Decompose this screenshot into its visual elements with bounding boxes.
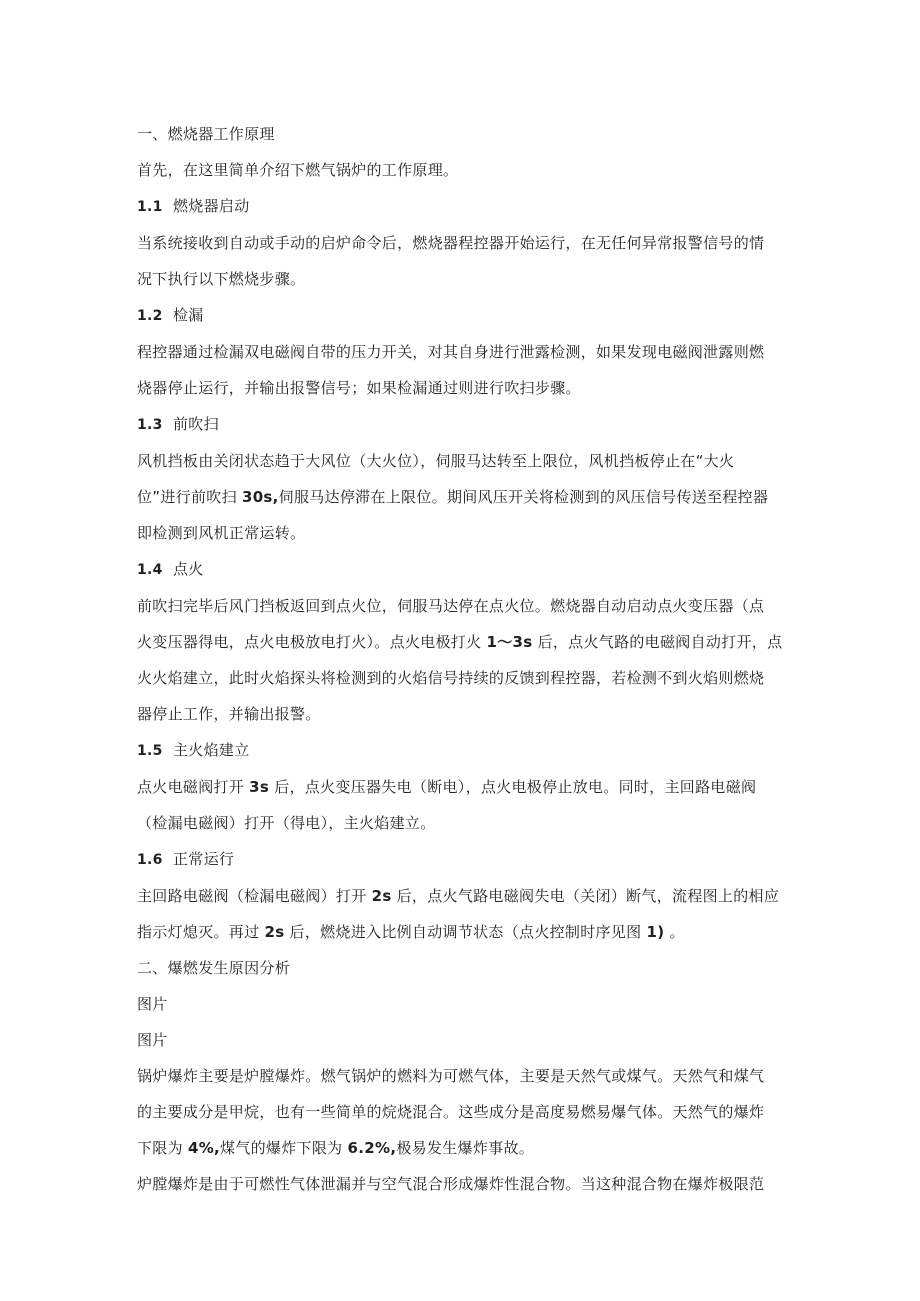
paragraph-line [137, 769, 783, 805]
heading-number: 1.5 [137, 743, 163, 759]
text-run-bold: 1) [646, 923, 665, 941]
text-run: 位”进行前吹扫 [137, 488, 242, 506]
text-run-bold: 3s [249, 778, 270, 796]
text-run: 煤气的爆炸下限为 [220, 1139, 348, 1157]
heading-title: 主火焰建立 [173, 741, 250, 759]
text-run: 指示灯熄灭。再过 [137, 923, 265, 941]
paragraph-line [137, 479, 783, 515]
paragraph-line: 炉膛爆炸是由于可燃性气体泄漏并与空气混合形成爆炸性混合物。当这种混合物在爆炸极限范 [137, 1175, 765, 1193]
text-run-bold: 6.2%, [347, 1139, 397, 1157]
text-run: 极易发生爆炸事故。 [396, 1139, 535, 1157]
paragraph-line: （检漏电磁阀）打开（得电），主火焰建立。 [137, 814, 436, 832]
heading-1-1 [137, 188, 783, 225]
text-run: 下限为 [137, 1139, 188, 1157]
paragraph-line: 风机挡板由关闭状态趋于大风位（大火位），伺服马达转至上限位，风机挡板停止在“大火 [137, 452, 735, 470]
intro-paragraph: 首先，在这里简单介绍下燃气锅炉的工作原理。 [137, 161, 459, 179]
text-run-bold: 1〜3s [486, 633, 533, 651]
image-placeholder: 图片 [137, 995, 168, 1013]
heading-1-2 [137, 297, 783, 334]
text-run: 伺服马达停滞在上限位。期间风压开关将检测到的风压信号传送至程控器 [278, 488, 769, 506]
paragraph-line: 前吹扫完毕后风门挡板返回到点火位，伺服马达停在点火位。燃烧器自动启动点火变压器（点 [137, 597, 765, 615]
heading-title: 前吹扫 [173, 415, 219, 433]
text-run: 火变压器得电，点火电极放电打火）。点火电极打火 [137, 633, 487, 651]
section-one-title: 一、燃烧器工作原理 [137, 125, 275, 143]
paragraph-line: 火火焰建立，此时火焰探头将检测到的火焰信号持续的反馈到程控器，若检测不到火焰则燃烧 [137, 669, 765, 687]
paragraph-line: 器停止工作，并输出报警。 [137, 705, 321, 723]
paragraph-line: 烧器停止运行，并输出报警信号；如果检漏通过则进行吹扫步骤。 [137, 379, 581, 397]
text-run-bold: 2s [371, 887, 392, 905]
heading-1-6 [137, 841, 783, 878]
heading-number: 1.2 [137, 308, 163, 324]
paragraph-line: 当系统接收到自动或手动的启炉命令后，燃烧器程控器开始运行，在无任何异常报警信号的情 [137, 234, 765, 252]
heading-1-5 [137, 732, 783, 769]
heading-number: 1.6 [137, 852, 163, 868]
heading-1-3 [137, 406, 783, 443]
text-run: 后，点火气路的电磁阀自动打开，点 [532, 633, 783, 651]
text-run-bold: 4%, [187, 1139, 221, 1157]
section-two-title: 二、爆燃发生原因分析 [137, 959, 291, 977]
paragraph-line: 况下执行以下燃烧步骤。 [137, 270, 306, 288]
heading-1-4 [137, 551, 783, 588]
image-placeholder: 图片 [137, 1031, 168, 1049]
text-run: 后，点火气路电磁阀失电（关闭）断气，流程图上的相应 [391, 887, 780, 905]
paragraph-line [137, 624, 783, 660]
heading-number: 1.3 [137, 417, 163, 433]
paragraph-line [137, 914, 783, 950]
paragraph-line [137, 878, 783, 914]
paragraph-line: 的主要成分是甲烷，也有一些简单的烷烧混合。这些成分是高度易燃易爆气体。天然气的爆炸 [137, 1103, 765, 1121]
heading-title: 正常运行 [173, 850, 235, 868]
text-run: 点火电磁阀打开 [137, 778, 250, 796]
text-run: 后，燃烧进入比例自动调节状态（点火控制时序见图 [284, 923, 647, 941]
paragraph-line [137, 1130, 783, 1166]
text-run: 后，点火变压器失电（断电），点火电极停止放电。同时，主回路电磁阀 [269, 778, 757, 796]
heading-title: 检漏 [173, 306, 204, 324]
paragraph-line: 锅炉爆炸主要是炉膛爆炸。燃气锅炉的燃料为可燃气体，主要是天然气或煤气。天然气和煤气 [137, 1067, 765, 1085]
paragraph-line: 即检测到风机正常运转。 [137, 524, 306, 542]
text-run-bold: 30s, [241, 488, 279, 506]
text-run: 主回路电磁阀（检漏电磁阀）打开 [137, 887, 372, 905]
text-run: 。 [664, 923, 685, 941]
heading-number: 1.4 [137, 562, 163, 578]
paragraph-line: 程控器通过检漏双电磁阀自带的压力开关，对其自身进行泄露检测，如果发现电磁阀泄露则燃 [137, 343, 765, 361]
heading-number: 1.1 [137, 199, 163, 215]
text-run-bold: 2s [264, 923, 285, 941]
heading-title: 点火 [173, 560, 204, 578]
heading-title: 燃烧器启动 [173, 197, 250, 215]
document-body [137, 116, 783, 1202]
